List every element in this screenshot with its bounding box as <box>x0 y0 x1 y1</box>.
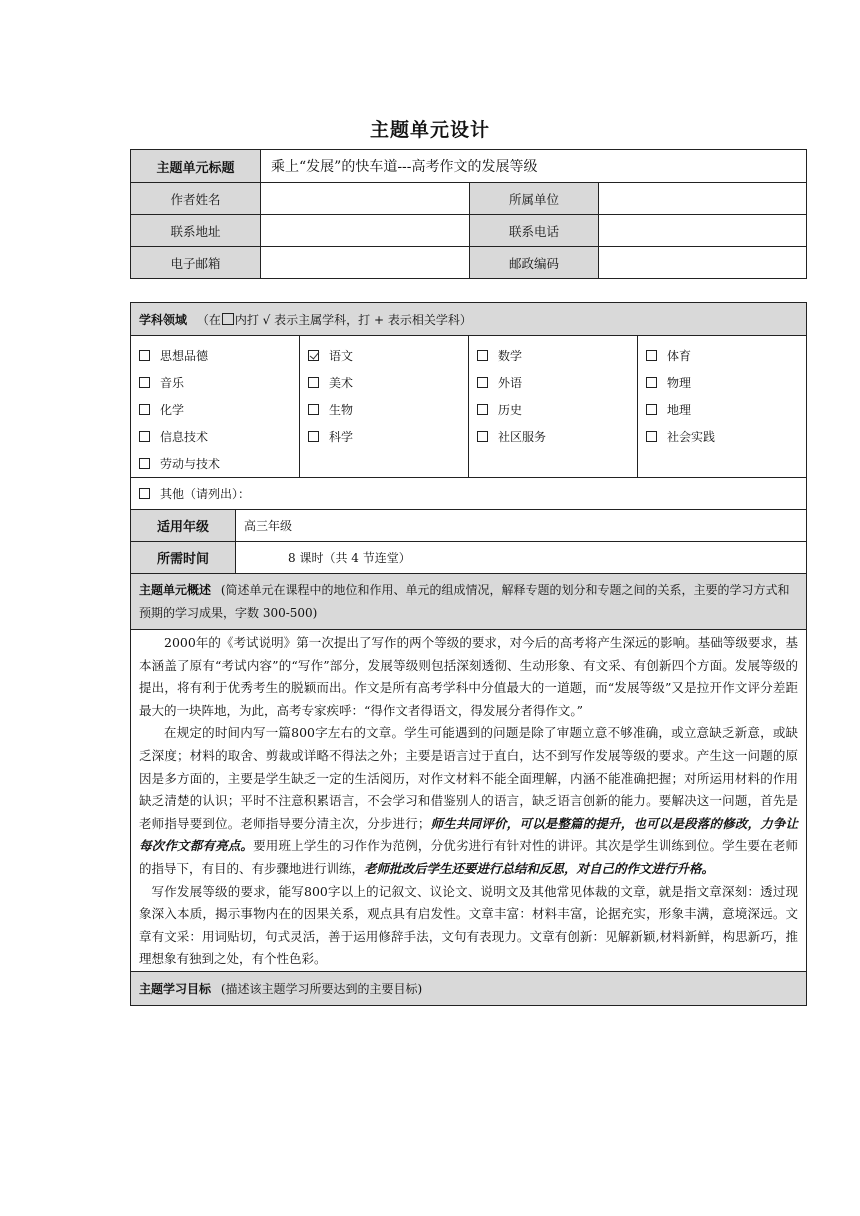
phone-field[interactable] <box>599 215 807 247</box>
goal-description: (描述该主题学习所要达到的主要目标) <box>220 981 423 996</box>
phone-label: 联系电话 <box>470 215 599 247</box>
subject-instruction-suffix: 内打 √ 表示主属学科，打 + 表示相关学科） <box>234 312 472 327</box>
checkbox-icon[interactable] <box>477 350 488 361</box>
subject-option[interactable]: 历史 <box>477 396 629 423</box>
checkbox-icon[interactable] <box>646 377 657 388</box>
document-title: 主题单元设计 <box>369 119 490 141</box>
subject-option[interactable]: 生物 <box>308 396 460 423</box>
subject-option[interactable]: 数学 <box>477 342 629 369</box>
checkbox-icon[interactable] <box>139 458 150 469</box>
grade-label: 适用年级 <box>131 510 236 542</box>
email-label: 电子邮箱 <box>131 247 261 279</box>
checkbox-icon[interactable] <box>308 431 319 442</box>
emphasis-text: 师生共同评价，可以是整篇的提升，也可以是段落的修改，力争让每次作文都有亮点。 <box>139 815 799 854</box>
subject-column-2 <box>300 336 469 478</box>
subject-column-4 <box>638 336 807 478</box>
overview-paragraph-3: 写作发展等级的要求，能写800字以上的记叙文、议论文、说明文及其他常见体裁的文章，就是指文章深刻：透过现象深入本质，揭示事物内在的因果关系，观点具有启发性。文章丰富：材料丰富，论据充实，形象丰满，意境深远。文章有文采：用词贴切，句式灵活，善于运用修辞手法，文句有表现力。文章有创新：见解新颖,材料新鲜，构思新巧，推理想象有独到之处，有个性色彩。 <box>139 883 799 967</box>
subject-option-other[interactable]: 其他（请列出）： <box>139 485 798 502</box>
info-table <box>130 149 807 279</box>
emphasis-text: 老师批改后学生还要进行总结和反思，对自己的作文进行升格。 <box>364 860 715 876</box>
subject-option[interactable]: 外语 <box>477 369 629 396</box>
subject-option[interactable]: 科学 <box>308 423 460 450</box>
checked-checkbox-icon[interactable] <box>308 350 319 361</box>
subject-option[interactable]: 化学 <box>139 396 291 423</box>
checkbox-icon[interactable] <box>477 404 488 415</box>
checkbox-icon[interactable] <box>139 404 150 415</box>
subject-column-1 <box>131 336 300 478</box>
subject-header <box>131 303 807 336</box>
subject-option[interactable]: 物理 <box>646 369 798 396</box>
checkbox-icon[interactable] <box>477 431 488 442</box>
unit-title-label: 主题单元标题 <box>131 150 261 183</box>
subject-option[interactable]: 信息技术 <box>139 423 291 450</box>
subject-option[interactable]: 美术 <box>308 369 460 396</box>
goal-label: 主题学习目标 <box>139 981 212 996</box>
email-field[interactable] <box>261 247 470 279</box>
subject-option[interactable]: 思想品德 <box>139 342 291 369</box>
overview-paragraph-1: 2000年的《考试说明》第一次提出了写作的两个等级的要求，对今后的高考将产生深远的影响。基础等级要求，基本涵盖了原有“考试内容”的“写作”部分，发展等级则包括深刻透彻、生动形象、有文采、有创新四个方面。发展等级的提出，将有利于优秀考生的脱颖而出。作文是所有高考学科中分值最大的一道题，而“发展等级”又是拉开作文评分差距最大的一块阵地，为此，高考专家疾呼：“得作文者得语文，得发展分者得作文。” <box>139 635 799 718</box>
subject-label: 学科领域 <box>139 312 188 327</box>
overview-body[interactable] <box>131 630 807 972</box>
goal-header <box>131 971 807 1005</box>
address-label: 联系地址 <box>131 215 261 247</box>
postcode-label: 邮政编码 <box>470 247 599 279</box>
checkbox-icon[interactable] <box>308 404 319 415</box>
overview-description: (简述单元在课程中的地位和作用、单元的组成情况，解释专题的划分和专题之间的关系，主要的学习方式和预期的学习成果，字数 300-500) <box>139 582 790 620</box>
subject-option[interactable]: 劳动与技术 <box>139 450 291 477</box>
unit-title-value[interactable]: 乘上“发展”的快车道---高考作文的发展等级 <box>261 150 807 183</box>
checkbox-icon[interactable] <box>646 431 657 442</box>
time-value[interactable]: 8 课时（共 4 节连堂） <box>236 542 807 574</box>
checkbox-icon[interactable] <box>646 350 657 361</box>
subject-option[interactable]: 地理 <box>646 396 798 423</box>
checkbox-icon[interactable] <box>139 377 150 388</box>
subject-instruction-prefix: （在 <box>196 312 221 327</box>
author-label: 作者姓名 <box>131 183 261 215</box>
main-table <box>130 302 807 1006</box>
org-label: 所属单位 <box>470 183 599 215</box>
time-label: 所需时间 <box>131 542 236 574</box>
author-field[interactable] <box>261 183 470 215</box>
subject-column-3 <box>469 336 638 478</box>
org-field[interactable] <box>599 183 807 215</box>
overview-header <box>131 574 807 630</box>
checkbox-icon[interactable] <box>139 488 150 499</box>
checkbox-icon[interactable] <box>477 377 488 388</box>
subject-option[interactable]: 社区服务 <box>477 423 629 450</box>
subject-option[interactable]: 音乐 <box>139 369 291 396</box>
overview-paragraph-2: 在规定的时间内写一篇800字左右的文章。学生可能遇到的问题是除了审题立意不够准确，或立意缺乏新意，或缺乏深度；材料的取舍、剪裁或详略不得法之外；主要是语言过于直白，达不到写作发展等级的要求。产生这一问题的原因是多方面的，主要是学生缺乏一定的生活阅历，对作文材料不能全面理解，内涵不能准确把握；对所运用材料的作用缺乏清楚的认识；平时不注意积累语言，不会学习和借鉴别人的语言，缺乏语言创新的能力。要解决这一问题，首先是老师指导要到位。老师指导要分清主次，分步进行；师生共同评价，可以是整篇的提升，也可以是段落的修改，力争让每次作文都有亮点。要用班上学生的习作作为范例，分优劣进行有针对性的讲评。其次是学生训练到位。学生要在老师的指导下，有目的、有步骤地进行训练，老师批改后学生还要进行总结和反思，对自己的作文进行升格。 <box>139 725 799 876</box>
checkbox-icon[interactable] <box>308 377 319 388</box>
checkbox-icon[interactable] <box>646 404 657 415</box>
checkbox-icon[interactable] <box>139 350 150 361</box>
checkbox-icon[interactable] <box>139 431 150 442</box>
grade-value[interactable]: 高三年级 <box>236 510 807 542</box>
postcode-field[interactable] <box>599 247 807 279</box>
checkbox-sample-icon <box>222 313 234 325</box>
subject-other-row <box>131 478 807 510</box>
subject-option[interactable]: 社会实践 <box>646 423 798 450</box>
address-field[interactable] <box>261 215 470 247</box>
subject-option-checked[interactable]: 语文 <box>308 342 460 369</box>
overview-label: 主题单元概述 <box>139 582 212 597</box>
subject-option[interactable]: 体育 <box>646 342 798 369</box>
